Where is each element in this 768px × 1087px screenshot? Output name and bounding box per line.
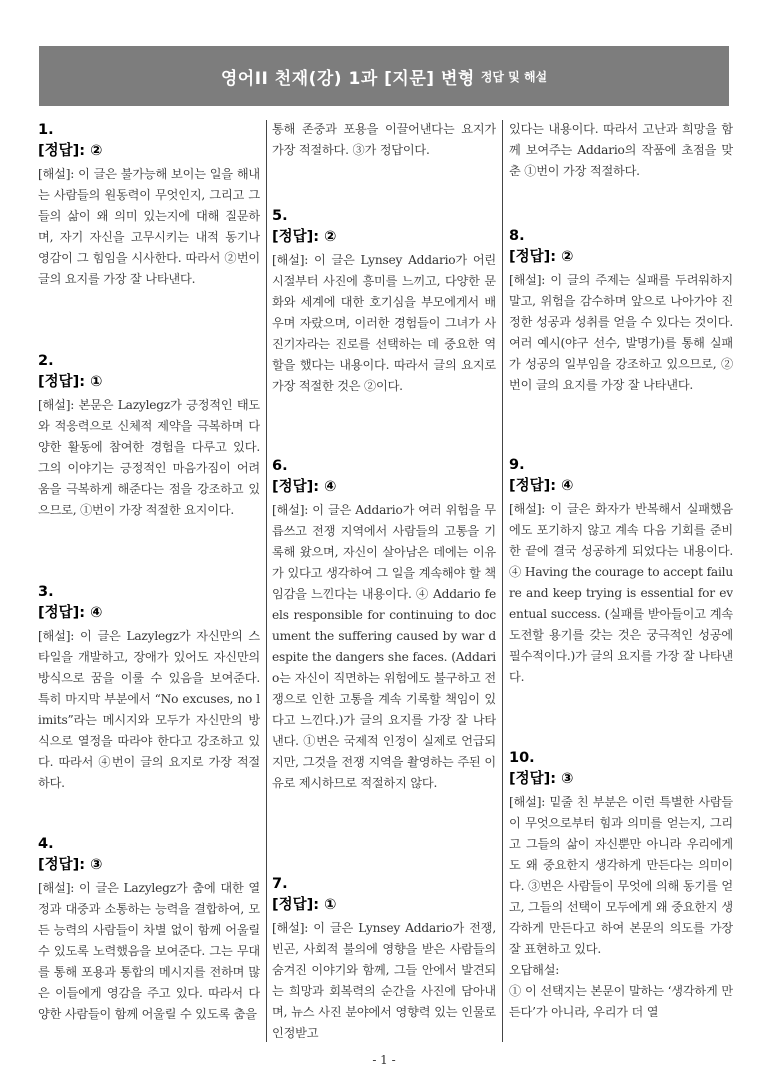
explanation-text: [해설]: 이 글은 Lynsey Addario가 어린 시절부터 사진에 흥미를 느끼고, 다양한 문화와 세계에 대한 호기심을 부모에게서 배우며 자랐으며, 이러한 경험들이 그녀가 사진기자라는 진로를 선택하는 데 중요한 역할을 했다는 내용이다. 따라서 글의 요지로 가장 적절한 것은 ②이다.: [272, 253, 496, 393]
answer-line: [정답]: ②: [38, 143, 103, 159]
answer-line: [정답]: ④: [38, 605, 103, 621]
explanation-text: [해설]: 이 글은 Lazylegz가 자신만의 스타일을 개발하고, 장애가 있어도 자신만의 방식으로 꿈을 이룰 수 있음을 보여준다. 특히 마지막 부분에서 “No excuses, no limits”라는 메시지와 모두가 자신만의 방식으로 열정을 따라야 한다고 강조하고 있다. 따라서 ④번이 글의 요지로 가장 적절하다.: [38, 629, 260, 790]
answer-line: [정답]: ①: [272, 897, 337, 913]
column-divider: [266, 120, 267, 1042]
explanation-text: [해설]: 이 글은 Lynsey Addario가 전쟁, 빈곤, 사회적 불의에 영향을 받은 사람들의 숨겨진 이야기와 함께, 그들 안에서 발견되는 희망과 회복력의 순간을 사진에 담아내며, 뉴스 사진 분야에서 영향력 있는 인물로 인정받고: [272, 921, 496, 1040]
answer-line: [정답]: ①: [38, 374, 103, 390]
column-2: [272, 120, 496, 1042]
question-block: [272, 206, 496, 397]
column-3: [509, 120, 733, 1042]
question-number: 8.: [509, 228, 525, 244]
question-number: 4.: [38, 836, 54, 852]
question-number: 2.: [38, 353, 54, 369]
column-divider: [502, 120, 503, 1042]
answer-line: [정답]: ②: [509, 249, 574, 265]
answer-line: [정답]: ④: [509, 478, 574, 494]
question-block: [509, 455, 733, 688]
page-number: - 1 -: [372, 1053, 396, 1067]
question-block: [272, 874, 496, 1042]
explanation-continuation: [272, 120, 496, 161]
question-block: [509, 226, 733, 396]
question-number: 9.: [509, 457, 525, 473]
question-block: [38, 120, 260, 290]
continued-text: 통해 존중과 포용을 이끌어낸다는 요지가 가장 적절하다. ③가 정답이다.: [272, 122, 496, 157]
page-title: 영어II 천재(강) 1과 [지문] 변형: [220, 68, 475, 89]
question-number: 3.: [38, 584, 54, 600]
answer-line: [정답]: ②: [272, 229, 337, 245]
column-1: [38, 120, 260, 1042]
question-block: [38, 351, 260, 521]
continued-text: 있다는 내용이다. 따라서 고난과 희망을 함께 보여주는 Addario의 작품에 초점을 맞춘 ①번이 가장 적절하다.: [509, 122, 733, 178]
explanation-text: [해설]: 이 글은 Addario가 여러 위험을 무릅쓰고 전쟁 지역에서 사람들의 고통을 기록해 왔으며, 자신이 살아남은 데에는 이유가 있다고 생각하여 그 일을 계속해야 할 책임감을 느낀다는 내용이다. ④ Addario feels responsible for continuing to document the suffering caused by war despite the dangers she faces. (Addario는 자신이 직면하는 위험에도 불구하고 전쟁으로 인한 고통을 계속 기록할 책임이 있다고 느낀다.)가 글의 요지를 가장 잘 나타낸다. ①번은 국제적 인정이 실제로 언급되지만, 그것을 전쟁 지역을 촬영하는 주된 이유로 제시하므로 적절하지 않다.: [272, 503, 496, 790]
explanation-continuation: [509, 120, 733, 182]
explanation-text: [해설]: 이 글의 주제는 실패를 두려워하지 말고, 위험을 감수하며 앞으로 나아가야 진정한 성공과 성취를 얻을 수 있다는 것이다. 여러 예시(야구 선수, 발명가)를 통해 실패가 성공의 일부임을 강조하고 있으므로, ②번이 글의 요지를 가장 잘 나타낸다.: [509, 273, 733, 392]
question-block: [38, 582, 260, 794]
question-number: 1.: [38, 122, 54, 138]
header-banner: [39, 46, 729, 106]
question-block: [509, 748, 733, 1023]
question-block: [272, 456, 496, 794]
explanation-text: [해설]: 본문은 Lazylegz가 긍정적인 태도와 적응력으로 신체적 제약을 극복하며 다양한 활동에 참여한 경험을 다루고 있다. 그의 이야기는 긍정적인 마음가짐이 어려움을 극복하게 해준다는 점을 강조하고 있으므로, ①번이 가장 적절한 요지이다.: [38, 398, 260, 517]
page-subtitle: 정답 및 해설: [480, 69, 548, 84]
question-number: 7.: [272, 876, 288, 892]
answer-line: [정답]: ③: [509, 771, 574, 787]
answer-line: [정답]: ③: [38, 857, 103, 873]
explanation-text: [해설]: 이 글은 화자가 반복해서 실패했음에도 포기하지 않고 계속 다음 기회를 준비한 끝에 결국 성공하게 되었다는 내용이다. ④ Having the courage to accept failure and keep trying is essential for eventual success. (실패를 받아들이고 계속 도전할 용기를 갖는 것은 궁극적인 성공에 필수적이다.)가 글의 요지를 가장 잘 나타낸다.: [509, 502, 733, 684]
explanation-text: [해설]: 이 글은 Lazylegz가 춤에 대한 열정과 대중과 소통하는 능력을 결합하여, 모든 능력의 사람들이 차별 없이 함께 어울릴 수 있도록 노력했음을 보여준다. 그는 무대를 통해 포용과 통합의 메시지를 전하며 많은 이들에게 영감을 주고 있다. 따라서 다양한 사람들이 함께 어울릴 수 있도록 춤을: [38, 881, 260, 1021]
question-number: 5.: [272, 208, 288, 224]
question-block: [38, 834, 260, 1025]
answer-line: [정답]: ④: [272, 479, 337, 495]
explanation-text: [해설]: 밑줄 친 부분은 이런 특별한 사람들이 무엇으로부터 힘과 의미를 얻는지, 그리고 그들의 삶이 자신뿐만 아니라 우리에게도 왜 중요한지 생각하게 만든다는 의미이다. ③번은 사람들이 무엇에 의해 동기를 얻고, 그들의 선택이 모두에게 왜 중요한지 생각하게 만든다고 하여 본문의 의도를 가장 잘 표현하고 있다. 오답해설: ① 이 선택지는 본문이 말하는 ‘생각하게 만든다’가 아니라, 우리가 더 열: [509, 795, 733, 1019]
question-number: 10.: [509, 750, 535, 766]
explanation-text: [해설]: 이 글은 불가능해 보이는 일을 해내는 사람들의 원동력이 무엇인지, 그리고 그들의 삶이 왜 의미 있는지에 대해 질문하며, 자기 자신을 고무시키는 내적 동기나 영감이 그 힘임을 시사한다. 따라서 ②번이 글의 요지를 가장 잘 나타낸다.: [38, 167, 260, 286]
question-number: 6.: [272, 458, 288, 474]
